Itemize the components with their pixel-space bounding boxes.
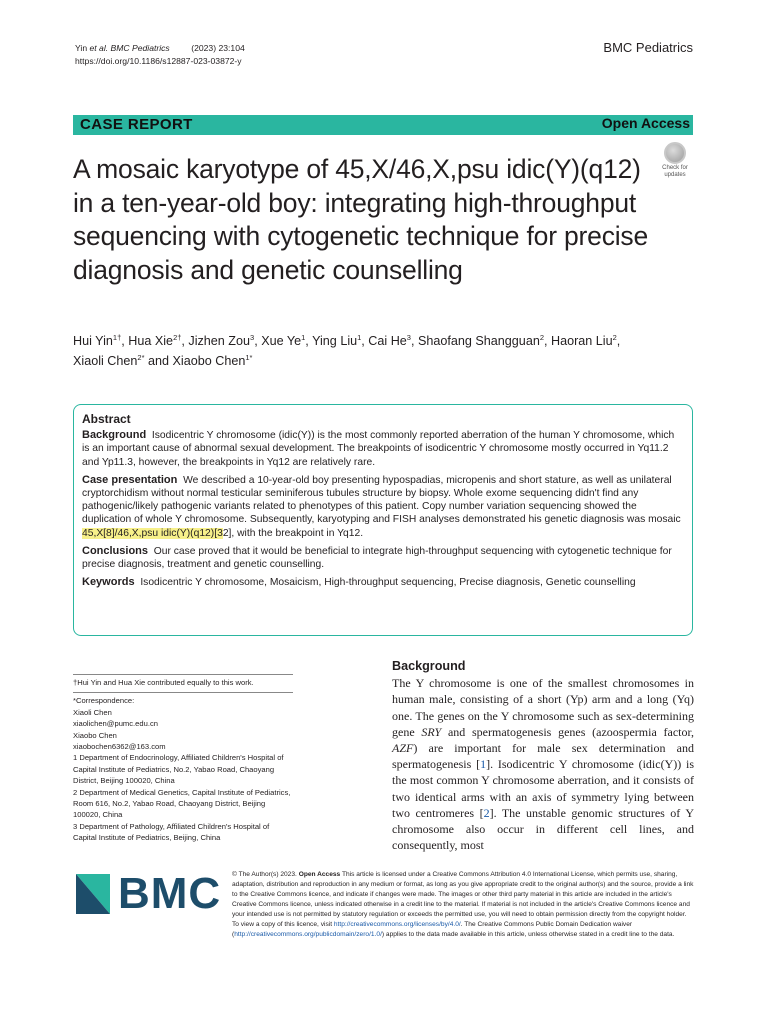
license-link[interactable]: http://creativecommons.org/licenses/by/4.0/ — [333, 921, 461, 928]
email-link[interactable]: xiaolichen@pumc.edu.cn — [73, 719, 158, 729]
author-list: Hui Yin$^{1\dagger}$, Hua Xie$^{2\dagger}$, Jizhen Zou$^3$, Xue Ye$^1$, Ying Liu$^1$, Cai He$^3$, Shaofang Shangguan$^2$, Haoran Liu$^2$, Xiaoli Chen$^{2*}$ and Xiaobo Chen$^{1*}$ — [73, 332, 621, 368]
footnotes: †Hui Yin and Hua Xie contributed equally to this work. *Correspondence: Xiaoli Chen xiaolichen@pumc.edu.cn Xiaobo Chen xiaobochen6362@163.com 1 Department of Endocrinology, Affiliated Children's Hospital of Capital Institute of Pediatrics, No.2, Yabao Road, Chaoyang District, Beijing 100020, China 2 Department of Medical Genetics, Capital Institute of Pediatrics, Room 616, No.2, Yabao Road, Chaoyang District, Beijing 100020, China 3 Department of Pathology, Affiliated Children's Hospital of Capital Institute of Pediatrics, Beijing, China — [73, 674, 293, 844]
divider — [73, 692, 293, 693]
public-domain-link[interactable]: http://creativecommons.org/publicdomain/zero/1.0/ — [234, 931, 382, 938]
journal-name: BMC Pediatrics — [603, 40, 693, 55]
article-type-label: CASE REPORT — [80, 116, 193, 133]
divider — [73, 674, 293, 675]
doi-link[interactable]: https://doi.org/10.1186/s12887-023-03872-y — [75, 56, 242, 66]
abstract-box — [73, 404, 693, 636]
check-for-updates-badge[interactable]: Check for updates — [656, 142, 694, 182]
affiliation: 3 Department of Pathology, Affiliated Children's Hospital of Capital Institute of Pediatrics, Beijing, China — [73, 821, 270, 843]
article-title: A mosaic karyotype of 45,X/46,X,psu idic(Y)(q12) in a ten-year-old boy: integrating high-throughput sequencing with cytogenetic technique for precise diagnosis and genetic counselling — [73, 154, 649, 285]
article-type-banner — [73, 115, 693, 135]
reference-link[interactable]: 1 — [480, 757, 487, 772]
update-icon — [664, 142, 686, 164]
citation-line: Yin et al. BMC Pediatrics (2023) 23:104 — [75, 43, 245, 53]
section-heading: Background — [392, 659, 466, 673]
email-link[interactable]: xiaobochen6362@163.com — [73, 742, 166, 752]
abstract-background: Background Isodicentric Y chromosome (idic(Y)) is the most commonly reported aberration of the human Y chromosome, which is an important cause of abnormal sexual development. The breakpoints of isodicentric Y chromosome mostly occurred in Yq11.2 and Yp11.3, however, the breakpoints in Yq12 are relatively rare. — [82, 429, 675, 468]
bmc-logo: BMC — [76, 872, 221, 916]
abstract-case: Case presentation We described a 10-year-old boy presenting hypospadias, micropenis and short stature, as well as unilateral cryptorchidism without normal testicular seminiferous tubules structure by biopsy. Whole exome sequencing didn't find any pathogenic/likely pathogenic variants related to phenotypes of this patient. Copy number variation sequencing showed the duplication of whole Y chromosome. Subsequently, karyotyping and FISH analyses demonstrated his genetic diagnosis was mosaic 45,X[8]/46,X,psu idic(Y)(q12)[32], with the breakpoint in Yq12. — [82, 473, 681, 539]
abstract-heading: Abstract — [82, 412, 131, 426]
affiliation: 1 Department of Endocrinology, Affiliated Children's Hospital of Capital Institute of Pediatrics, No.2, Yabao Road, Chaoyang District, Beijing 100020, China — [73, 753, 284, 786]
open-access-label: Open Access — [601, 115, 690, 131]
citation-header — [75, 42, 245, 68]
affiliation: 2 Department of Medical Genetics, Capital Institute of Pediatrics, Room 616, No.2, Yabao Road, Chaoyang District, Beijing 100020, China — [73, 787, 291, 820]
bmc-logo-icon — [76, 874, 110, 914]
body-paragraph: The Y chromosome is one of the smallest chromosomes in human male, consisting of a short (Yp) arm and a long (Yq) one. The genes on the Y chromosome such as sex-determining gene SRY and spermatogenesis genes (azoospermia factor, AZF) are important for male sex determination and spermatogenesis [1]. Isodicentric Y chromosome (idic(Y)) is the most common Y chromosome aberration, and it consists of two identical arms with an axis of symmetry lying between two centromeres [2]. The unstable genomic structures of Y chromosome also occur in different cell lines, and consequently, most — [392, 676, 695, 853]
highlighted-karyotype: 45,X[8]/46,X,psu idic(Y)(q12)[3 — [82, 527, 223, 539]
license-text: © The Author(s) 2023. Open Access This article is licensed under a Creative Commons Attribution 4.0 International License, which permits use, sharing, adaptation, distribution and reproduction in any medium or format, as long as you give appropriate credit to the original author(s) and the source, provide a link to the Creative Commons licence, and indicate if changes were made. The images or other third party material in this article are included in the article's Creative Commons licence, unless indicated otherwise in a credit line to the material. If material is not included in the article's Creative Commons licence and your intended use is not permitted by statutory regulation or exceeds the permitted use, you will need to obtain permission directly from the copyright holder. To view a copy of this licence, visit http://creativecommons.org/licenses/by/4.0/. The Creative Commons Public Domain Dedication waiver (http://creativecommons.org/publicdomain/zero/1.0/) applies to the data made available in this article, unless otherwise stated in a credit line to the data. — [232, 871, 694, 938]
reference-link[interactable]: 2 — [483, 805, 490, 820]
abstract-conclusions: Conclusions Our case proved that it would be beneficial to integrate high-throughput sequencing with cytogenetic technique for precise diagnosis, treatment and genetic counselling. — [82, 544, 672, 571]
equal-contribution-note: †Hui Yin and Hua Xie contributed equally to this work. — [73, 678, 254, 687]
body-text — [392, 658, 694, 853]
abstract-keywords: Keywords Isodicentric Y chromosome, Mosaicism, High-throughput sequencing, Precise diagnosis, Genetic counselling — [82, 576, 636, 589]
